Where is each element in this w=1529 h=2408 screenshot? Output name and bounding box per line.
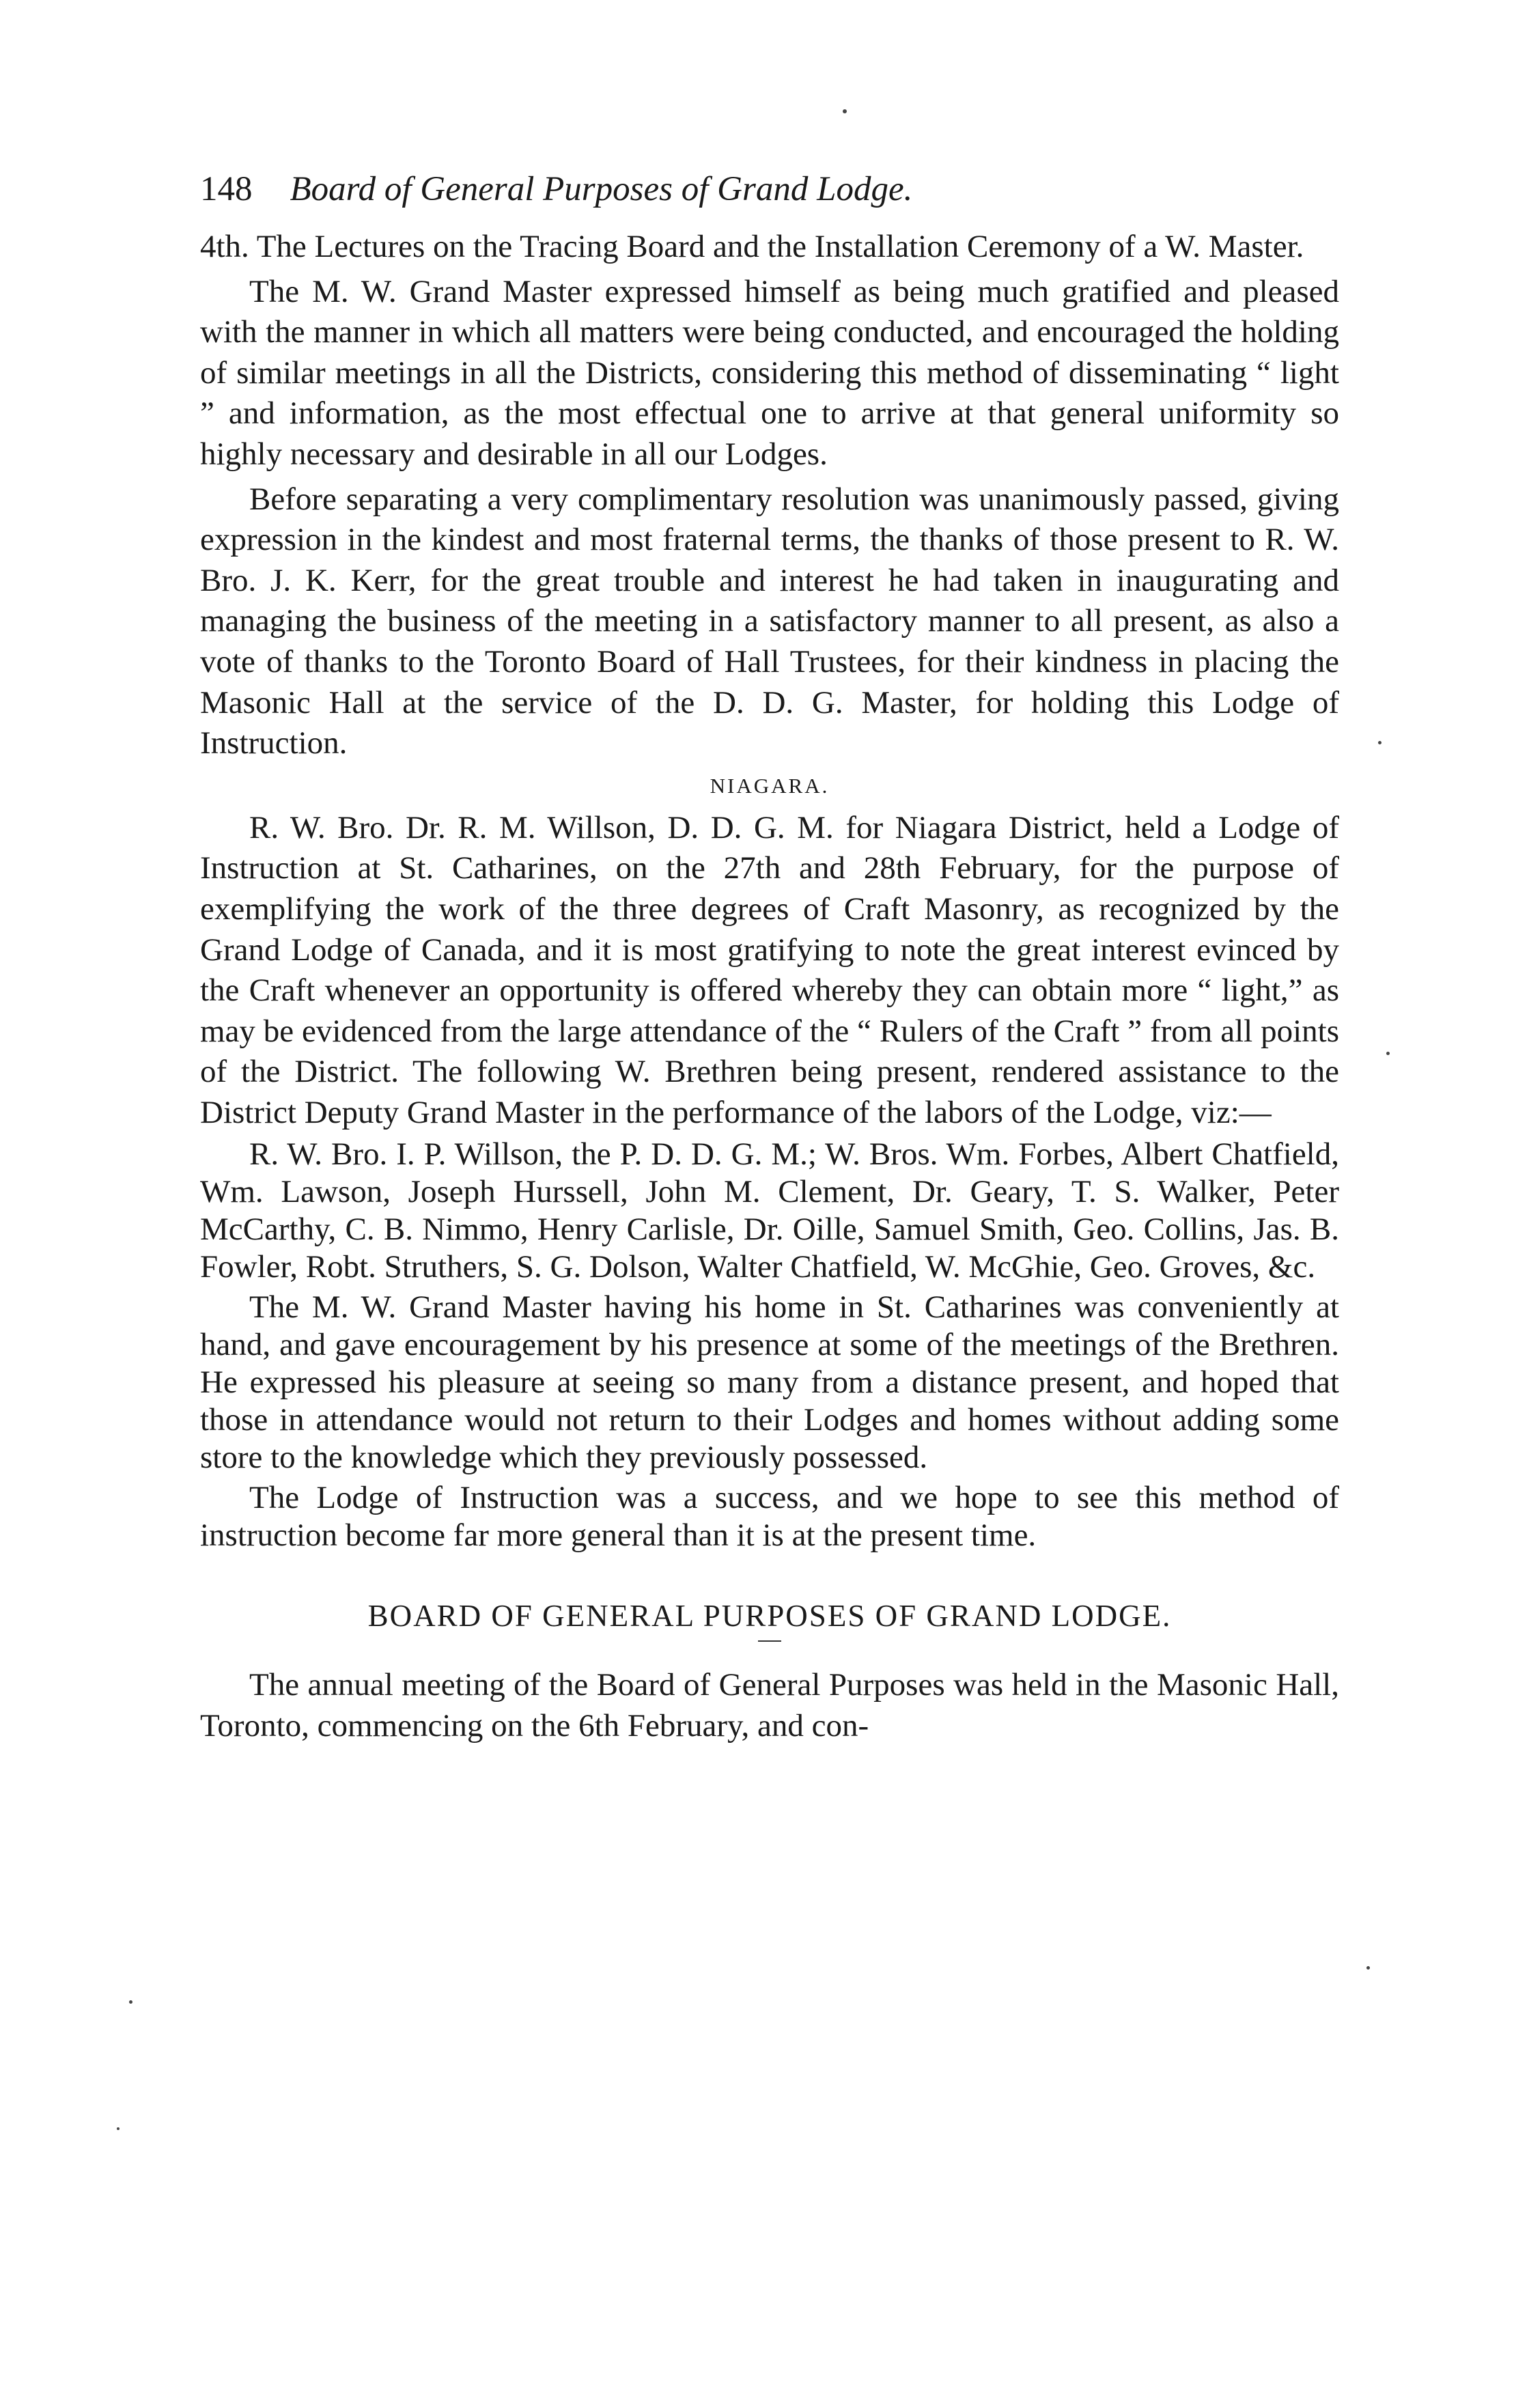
paragraph-annual-meeting: The annual meeting of the Board of General Purposes was held in the Masonic Hall, Toronto, commencing on the 6th February, and con- [200, 1667, 1339, 1744]
paragraph-lodge-success: The Lodge of Instruction was a success, and we hope to see this method of instruction become far more general than it is at the present time. [200, 1480, 1339, 1554]
paragraph-lectures: 4th. The Lectures on the Tracing Board and the Installation Ceremony of a W. Master. [200, 229, 1304, 264]
print-speck [117, 2127, 120, 2130]
page-number: 148 [200, 170, 253, 208]
print-speck [1366, 1966, 1370, 1970]
book-page [200, 169, 1339, 2355]
print-speck [129, 2000, 132, 2004]
section-heading-board: BOARD OF GENERAL PURPOSES OF GRAND LODGE. [367, 1599, 1172, 1634]
heading-rule [758, 1640, 781, 1642]
running-head [200, 169, 1339, 209]
paragraph-niagara-instruction: R. W. Bro. Dr. R. M. Willson, D. D. G. M. for Niagara District, held a Lodge of Instruction at St. Catharines, on the 27th and 28th February, for the purpose of exemplifying the work of the three degrees of Craft Masonry, as recognized by the Grand Lodge of Canada, and it is most gratifying to note the great interest evinced by the Craft whenever an opportunity is offered whereby they can obtain more “ light,” as may be evidenced from the large attendance of the “ Rulers of the Craft ” from all points of the District. The following W. Brethren being present, rendered assistance to the District Deputy Grand Master in the performance of the labors of the Lodge, viz:— [200, 809, 1339, 1130]
paragraph-grand-master-gratified: The M. W. Grand Master expressed himself as being much gratified and pleased with the manner in which all matters were being conducted, and encouraged the holding of similar meetings in all the Districts, considering this method of disseminating “ light ” and information, as the most effectual one to arrive at that general uniformity so highly necessary and desirable in all our Lodges. [200, 273, 1339, 472]
paragraph-resolution-thanks: Before separating a very complimentary resolution was unanimously passed, giving expression in the kindest and most fraternal terms, the thanks of those present to R. W. Bro. J. K. Kerr, for the great trouble and interest he had taken in inaugurating and managing the business of the meeting in a satisfactory manner to all present, as also a vote of thanks to the Toronto Board of Hall Trustees, for their kindness in placing the Masonic Hall at the service of the D. D. G. Master, for holding this Lodge of Instruction. [200, 481, 1339, 761]
section-heading-niagara: NIAGARA. [710, 773, 830, 798]
paragraph-grand-master-presence: The M. W. Grand Master having his home in St. Catharines was conveniently at hand, and gave encouragement by his presence at some of the meetings of the Brethren. He expressed his pleasure at seeing so many from a distance present, and hoped that those in attendance would not return to their Lodges and homes without adding some store to the knowledge which they previously possessed. [200, 1289, 1339, 1476]
print-speck [843, 109, 847, 113]
paragraph-brethren-list: R. W. Bro. I. P. Willson, the P. D. D. G. M.; W. Bros. Wm. Forbes, Albert Chatfield, Wm. Lawson, Joseph Hurssell, John M. Clement, Dr. Geary, T. S. Walker, Peter McCarthy, C. B. Nimmo, Henry Carlisle, Dr. Oille, Samuel Smith, Geo. Collins, Jas. B. Fowler, Robt. Struthers, S. G. Dolson, Walter Chatfield, W. McGhie, Geo. Groves, &c. [200, 1136, 1339, 1285]
running-title: Board of General Purposes of Grand Lodge. [290, 170, 913, 208]
print-speck [1378, 741, 1381, 744]
print-speck [1386, 1052, 1390, 1055]
